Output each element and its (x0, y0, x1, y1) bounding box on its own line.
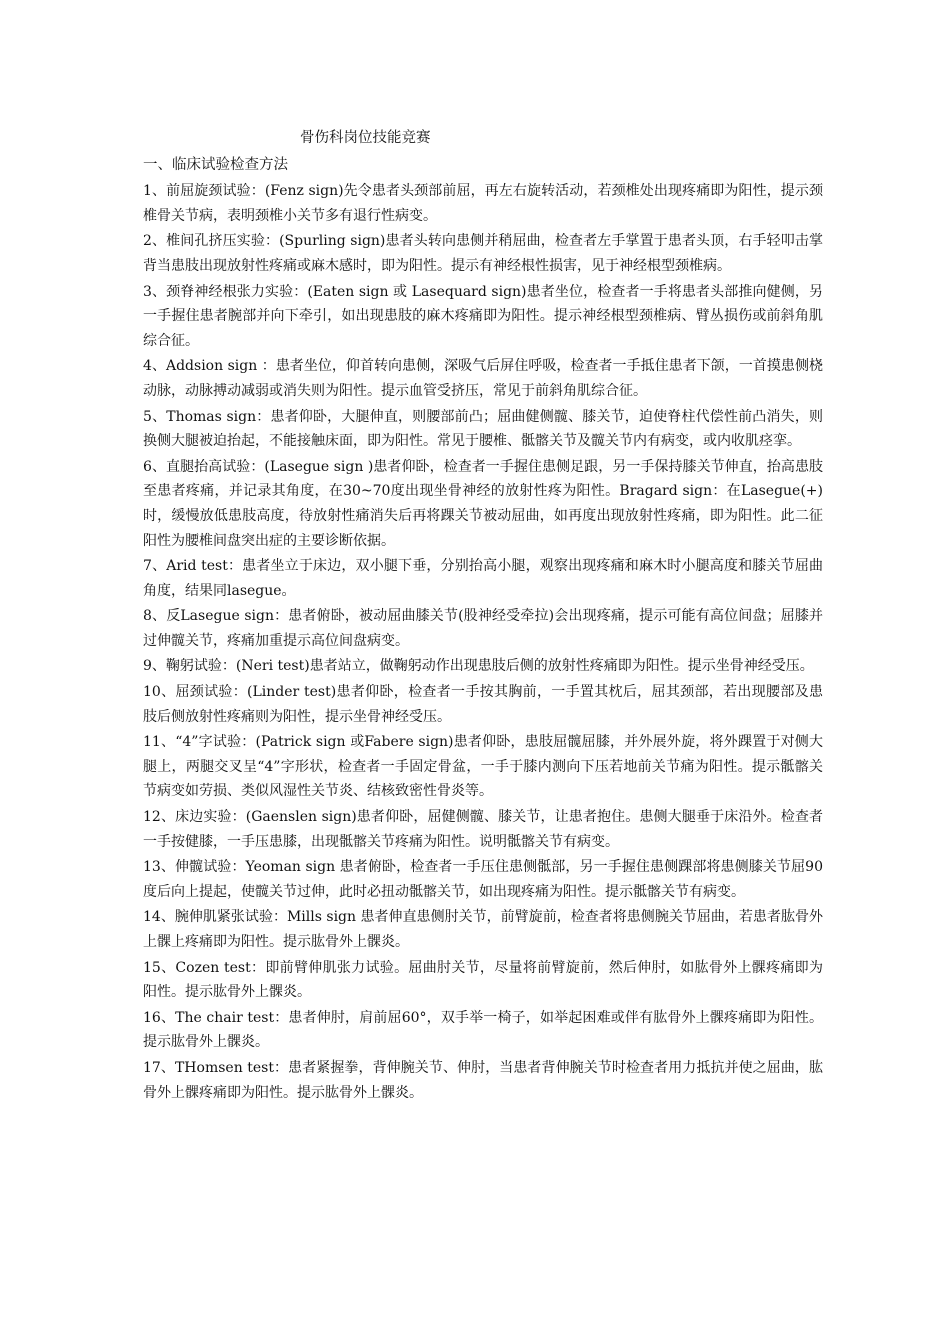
list-item: 11、“4”字试验：(Patrick sign 或Fabere sign)患者仰卧，患肢屈髋屈膝，并外展外旋，将外踝置于对侧大腿上，两腿交叉呈“4”字形状，检查者一手固定骨盆，一手于膝内测向下压若地前关节痛为阳性。提示骶髂关节病变如劳损、类似风湿性关节炎、结核致密性骨炎等。 (143, 734, 823, 800)
list-item: 4、Addsion sign ：患者坐位，仰首转向患侧，深吸气后屏住呼吸，检查者一手抵住患者下颌，一首摸患侧桡动脉，动脉搏动减弱或消失则为阳性。提示血管受挤压，常见于前斜角肌综合征。 (143, 358, 823, 399)
list-item: 7、Arid test：患者坐立于床边，双小腿下垂，分别抬高小腿，观察出现疼痛和麻木时小腿高度和膝关节屈曲角度，结果同lasegue。 (143, 558, 823, 599)
list-item: 14、腕伸肌紧张试验：Mills sign 患者伸直患侧肘关节，前臂旋前，检查者将患侧腕关节屈曲，若患者肱骨外上髁上疼痛即为阳性。提示肱骨外上髁炎。 (143, 909, 823, 950)
list-item: 17、THomsen test：患者紧握拳，背伸腕关节、伸肘，当患者背伸腕关节时检查者用力抵抗并使之屈曲，肱骨外上髁疼痛即为阳性。提示肱骨外上髁炎。 (143, 1059, 823, 1101)
list-item: 6、直腿抬高试验：(Lasegue sign )患者仰卧，检查者一手握住患侧足跟，另一手保持膝关节伸直，抬高患肢至患者疼痛，并记录其角度，在30~70度出现坐骨神经的放射性疼为阳性。Bragard sign：在Lasegue(+)时，缓慢放低患肢高度，待放射性痛消失后再将踝关节被动屈曲，如再度出现放射性疼痛，即为阳性。此二征阳性为腰椎间盘突出症的主要诊断依据。 (143, 458, 823, 549)
list-item: 10、屈颈试验：(Linder test)患者仰卧，检查者一手按其胸前，一手置其枕后，屈其颈部，若出现腰部及患肢后侧放射性疼痛则为阳性，提示坐骨神经受压。 (143, 684, 823, 725)
list-item: 2、椎间孔挤压实验：(Spurling sign)患者头转向患侧并稍屈曲，检查者左手掌置于患者头顶，右手轻叩击掌背当患肢出现放射性疼痛或麻木感时，即为阳性。提示有神经根性损害，见于神经根型颈椎病。 (143, 233, 823, 274)
list-item: 12、床边实验：(Gaenslen sign)患者仰卧，屈健侧髋、膝关节，让患者抱住。患侧大腿垂于床沿外。检查者一手按健膝，一手压患膝，出现骶髂关节疼痛为阳性。说明骶髂关节有病变。 (143, 809, 823, 850)
list-item: 1、前屈旋颈试验：(Fenz sign)先令患者头颈部前屈，再左右旋转活动，若颈椎处出现疼痛即为阳性，提示颈椎骨关节病，表明颈椎小关节多有退行性病变。 (143, 183, 823, 224)
list-item: 8、反Lasegue sign：患者俯卧，被动屈曲膝关节(股神经受牵拉)会出现疼痛，提示可能有高位间盘；屈膝并过伸髋关节，疼痛加重提示高位间盘病变。 (143, 608, 823, 649)
list-item: 3、颈脊神经根张力实验：(Eaten sign 或 Lasequard sign)患者坐位，检查者一手将患者头部推向健侧，另一手握住患者腕部并向下牵引，如出现患肢的麻木疼痛即为阳性。提示神经根型颈椎病、臂丛损伤或前斜角肌综合征。 (143, 283, 823, 349)
list-item: 9、鞠躬试验：(Neri test)患者站立，做鞠躬动作出现患肢后侧的放射性疼痛即为阳性。提示坐骨神经受压。 (143, 658, 814, 675)
section-heading: 一、临床试验检查方法 (143, 156, 288, 173)
list-item: 16、The chair test：患者伸肘，肩前屈60°，双手举一椅子，如举起困难或伴有肱骨外上髁疼痛即为阳性。提示肱骨外上髁炎。 (143, 1009, 823, 1051)
list-item: 15、Cozen test：即前臂伸肌张力试验。屈曲肘关节，尽量将前臂旋前，然后伸肘，如肱骨外上髁疼痛即为阳性。提示肱骨外上髁炎。 (143, 959, 823, 1001)
document-title: 骨伤科岗位技能竞赛 (300, 130, 431, 146)
list-item: 5、Thomas sign：患者仰卧，大腿伸直，则腰部前凸；屈曲健侧髋、膝关节，迫使脊柱代偿性前凸消失，则换侧大腿被迫抬起，不能接触床面，即为阳性。常见于腰椎、骶髂关节及髋关节内有病变，或内收肌痉挛。 (143, 408, 823, 450)
list-item: 13、伸髋试验：Yeoman sign 患者俯卧，检查者一手压住患侧骶部，另一手握住患侧踝部将患侧膝关节屈90度后向上提起，使髋关节过伸，此时必扭动骶髂关节，如出现疼痛为阳性。提示骶髂关节有病变。 (143, 859, 823, 900)
document-page (143, 126, 823, 1106)
